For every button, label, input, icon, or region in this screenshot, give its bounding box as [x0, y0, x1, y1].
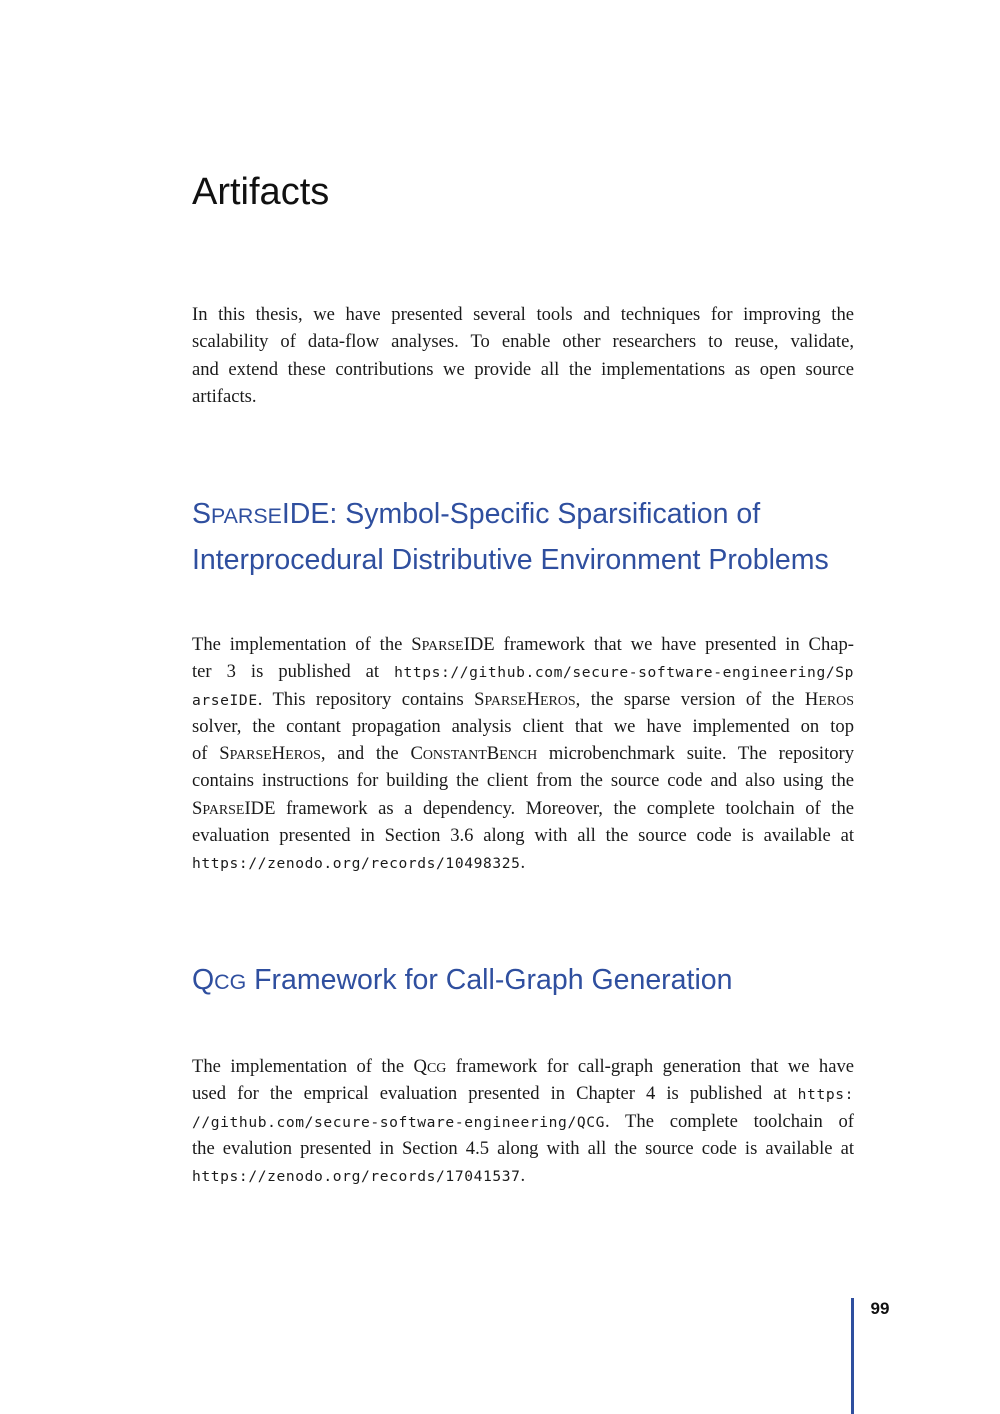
text-line: https://zenodo.org/records/17041537. — [192, 1165, 526, 1187]
zenodo-url[interactable]: https://zenodo.org/records/17041537 — [192, 1168, 521, 1186]
text-line: of SPARSEHEROS, and the CONSTANTBENCH microbenchmark suite. The repository — [192, 743, 855, 765]
section-heading-qcg — [192, 958, 732, 1004]
text-line: //github.com/secure-software-engineering/QCG. The complete toolchain of — [192, 1110, 854, 1132]
heading-line: QCG Framework for Call-Graph Generation — [192, 964, 733, 996]
text-line: contains instructions for building the client from the source code and also using the — [192, 770, 854, 792]
text-line: SPARSEIDE framework as a dependency. Moreover, the complete toolchain of the — [192, 797, 854, 819]
text-line: In this thesis, we have presented several tools and techniques for improving the — [192, 304, 854, 325]
section-heading-sparseide — [192, 492, 829, 582]
text-line: solver, the contant propagation analysis client that we have implemented on top — [192, 715, 854, 737]
text-line: The implementation of the SPARSEIDE framework that we have presented in Chap- — [192, 634, 854, 655]
text-line: https://zenodo.org/records/10498325. — [192, 852, 526, 874]
repository-url-continued[interactable]: //github.com/secure-software-engineering/QCG — [192, 1113, 605, 1131]
text-line: scalability of data-flow analyses. To enable other researchers to reuse, validate, — [192, 331, 854, 353]
text-line: the evalution presented in Section 4.5 along with all the source code is available at — [192, 1137, 854, 1159]
text-line: artifacts. — [192, 385, 257, 407]
qcg-paragraph — [192, 1053, 854, 1189]
text-line: arseIDE. This repository contains SPARSEHEROS, the sparse version of the HEROS — [192, 688, 854, 710]
page-number: 99 — [870, 1299, 890, 1318]
repository-url-continued[interactable]: arseIDE — [192, 691, 258, 709]
intro-paragraph — [192, 301, 854, 410]
text-line: evaluation presented in Section 3.6 along with all the source code is available at — [192, 825, 854, 847]
text-line: and extend these contributions we provide all the implementations as open source — [192, 358, 854, 380]
text-line: ter 3 is published at https://github.com/secure-software-engineering/Sp — [192, 661, 854, 683]
zenodo-url[interactable]: https://zenodo.org/records/10498325 — [192, 855, 521, 873]
page-margin-rule — [851, 1298, 854, 1414]
repository-url[interactable]: https: — [797, 1086, 854, 1104]
text-line: used for the emprical evaluation presented in Chapter 4 is published at https: — [192, 1083, 854, 1105]
heading-line: Interprocedural Distributive Environment Problems — [192, 544, 829, 576]
chapter-title: Artifacts — [192, 171, 330, 213]
repository-url[interactable]: https://github.com/secure-software-engineering/Sp — [394, 664, 854, 682]
sparseide-paragraph — [192, 631, 854, 877]
heading-line: SPARSEIDE: Symbol-Specific Sparsification of — [192, 498, 761, 530]
text-line: The implementation of the QCG framework for call-graph generation that we have — [192, 1056, 854, 1077]
